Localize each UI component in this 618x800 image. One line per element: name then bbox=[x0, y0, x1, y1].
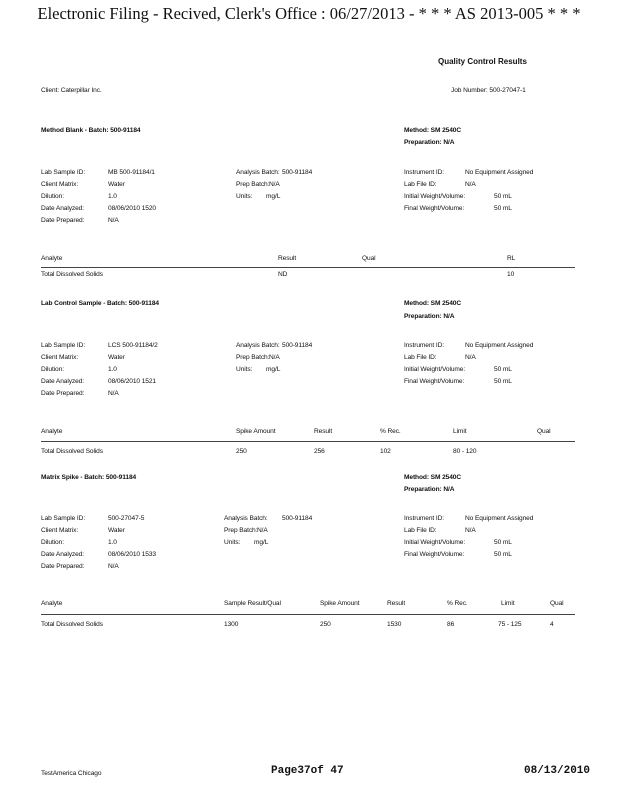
table-header-limit: Limit bbox=[453, 428, 467, 435]
preparation-label: Preparation: N/A bbox=[404, 139, 455, 146]
date-analyzed-label: Date Analyzed: bbox=[41, 551, 84, 558]
filing-header: Electronic Filing - Recived, Clerk's Office : 06/27/2013 - * * * AS 2013-005 * * * bbox=[37, 4, 581, 23]
method-label: Method: SM 2540C bbox=[404, 474, 462, 481]
table-header-sample-result: Sample Result/Qual bbox=[224, 600, 281, 607]
section-heading: Method Blank - Batch: 500-91184 bbox=[41, 127, 141, 134]
cell-spike-amount: 250 bbox=[320, 621, 331, 628]
lab-sample-id-value: LCS 500-91184/2 bbox=[108, 342, 158, 349]
client-matrix-value: Water bbox=[108, 181, 125, 188]
final-weight-value: 50 mL bbox=[494, 205, 512, 212]
units-value: mg/L bbox=[266, 366, 281, 373]
lab-file-id-label: Lab File ID: bbox=[404, 181, 437, 188]
cell-result: 256 bbox=[314, 448, 325, 455]
prep-batch-value: N/A bbox=[257, 527, 268, 534]
date-analyzed-value: 08/06/2010 1533 bbox=[108, 551, 157, 558]
lab-file-id-value: N/A bbox=[465, 181, 476, 188]
prep-batch-label: Prep Batch: bbox=[236, 354, 270, 361]
table-header-rl: RL bbox=[507, 255, 516, 262]
client-matrix-value: Water bbox=[108, 527, 125, 534]
final-weight-value: 50 mL bbox=[494, 378, 512, 385]
footer-page-number bbox=[271, 765, 344, 777]
table-header-rec: % Rec. bbox=[447, 600, 468, 607]
initial-weight-label: Initial Weight/Volume: bbox=[404, 366, 466, 373]
cell-rec: 86 bbox=[447, 621, 455, 628]
prep-batch-value: N/A bbox=[269, 354, 280, 361]
final-weight-label: Final Weight/Volume: bbox=[404, 551, 465, 558]
date-prepared-value: N/A bbox=[108, 563, 119, 570]
table-rule bbox=[41, 441, 575, 442]
preparation-label: Preparation: N/A bbox=[404, 313, 455, 320]
table-header-analyte: Analyte bbox=[41, 428, 63, 435]
units-label: Units: bbox=[224, 539, 241, 546]
preparation-label: Preparation: N/A bbox=[404, 486, 455, 493]
method-label: Method: SM 2540C bbox=[404, 300, 462, 307]
table-header-result: Result bbox=[314, 428, 333, 435]
section-heading: Matrix Spike - Batch: 500-91184 bbox=[41, 474, 137, 481]
lab-file-id-value: N/A bbox=[465, 527, 476, 534]
table-header-limit: Limit bbox=[501, 600, 515, 607]
footer-date: 08/13/2010 bbox=[524, 765, 591, 777]
lab-file-id-label: Lab File ID: bbox=[404, 527, 437, 534]
lab-sample-id-value: 500-27047-5 bbox=[108, 515, 145, 522]
page-current: 37 bbox=[297, 765, 311, 777]
cell-rl: 10 bbox=[507, 271, 515, 278]
instrument-id-label: Instrument ID: bbox=[404, 169, 445, 176]
lab-file-id-value: N/A bbox=[465, 354, 476, 361]
units-value: mg/L bbox=[254, 539, 269, 546]
table-header-qual: Qual bbox=[550, 600, 564, 607]
cell-result: 1530 bbox=[387, 621, 402, 628]
lab-sample-id-label: Lab Sample ID: bbox=[41, 342, 86, 349]
cell-analyte: Total Dissolved Solids bbox=[41, 448, 103, 455]
table-header-result: Result bbox=[387, 600, 406, 607]
date-prepared-label: Date Prepared: bbox=[41, 563, 85, 570]
table-header-rec: % Rec. bbox=[380, 428, 401, 435]
initial-weight-value: 50 mL bbox=[494, 539, 512, 546]
table-header-analyte: Analyte bbox=[41, 600, 63, 607]
date-prepared-label: Date Prepared: bbox=[41, 390, 85, 397]
final-weight-label: Final Weight/Volume: bbox=[404, 378, 465, 385]
footer-lab-name: TestAmerica Chicago bbox=[41, 770, 102, 777]
dilution-value: 1.0 bbox=[108, 193, 117, 200]
dilution-value: 1.0 bbox=[108, 539, 117, 546]
cell-result: ND bbox=[278, 271, 288, 278]
instrument-id-value: No Equipment Assigned bbox=[465, 342, 534, 349]
client-matrix-label: Client Matrix: bbox=[41, 181, 79, 188]
analysis-batch-label: Analysis Batch: bbox=[224, 515, 268, 522]
client-line: Client: Caterpillar Inc. bbox=[41, 87, 102, 94]
table-header-analyte: Analyte bbox=[41, 255, 63, 262]
table-header-spike-amount: Spike Amount bbox=[236, 428, 276, 435]
final-weight-value: 50 mL bbox=[494, 551, 512, 558]
date-prepared-value: N/A bbox=[108, 217, 119, 224]
job-number: Job Number: 500-27047-1 bbox=[451, 87, 526, 94]
client-matrix-label: Client Matrix: bbox=[41, 527, 79, 534]
lab-sample-id-label: Lab Sample ID: bbox=[41, 515, 86, 522]
cell-rec: 102 bbox=[380, 448, 391, 455]
date-analyzed-value: 08/06/2010 1521 bbox=[108, 378, 157, 385]
dilution-value: 1.0 bbox=[108, 366, 117, 373]
final-weight-label: Final Weight/Volume: bbox=[404, 205, 465, 212]
instrument-id-value: No Equipment Assigned bbox=[465, 169, 534, 176]
units-value: mg/L bbox=[266, 193, 281, 200]
units-label: Units: bbox=[236, 193, 253, 200]
instrument-id-label: Instrument ID: bbox=[404, 515, 445, 522]
method-label: Method: SM 2540C bbox=[404, 127, 462, 134]
instrument-id-value: No Equipment Assigned bbox=[465, 515, 534, 522]
prep-batch-value: N/A bbox=[269, 181, 280, 188]
lab-sample-id-label: Lab Sample ID: bbox=[41, 169, 86, 176]
analysis-batch-label: Analysis Batch: bbox=[236, 342, 280, 349]
table-header-result: Result bbox=[278, 255, 297, 262]
date-prepared-label: Date Prepared: bbox=[41, 217, 85, 224]
analysis-batch-value: 500-91184 bbox=[282, 169, 313, 176]
cell-qual: 4 bbox=[550, 621, 554, 628]
page-word: Page bbox=[271, 765, 298, 777]
lab-sample-id-value: MB 500-91184/1 bbox=[108, 169, 155, 176]
initial-weight-value: 50 mL bbox=[494, 193, 512, 200]
cell-limit: 75 - 125 bbox=[498, 621, 522, 628]
prep-batch-label: Prep Batch: bbox=[236, 181, 270, 188]
analysis-batch-value: 500-91184 bbox=[282, 342, 313, 349]
prep-batch-label: Prep Batch: bbox=[224, 527, 258, 534]
section-heading: Lab Control Sample - Batch: 500-91184 bbox=[41, 300, 159, 307]
table-rule bbox=[41, 614, 575, 615]
dilution-label: Dilution: bbox=[41, 193, 64, 200]
date-prepared-value: N/A bbox=[108, 390, 119, 397]
lab-file-id-label: Lab File ID: bbox=[404, 354, 437, 361]
cell-analyte: Total Dissolved Solids bbox=[41, 271, 103, 278]
cell-analyte: Total Dissolved Solids bbox=[41, 621, 103, 628]
date-analyzed-value: 08/06/2010 1520 bbox=[108, 205, 157, 212]
initial-weight-label: Initial Weight/Volume: bbox=[404, 193, 466, 200]
report-title: Quality Control Results bbox=[438, 57, 527, 66]
dilution-label: Dilution: bbox=[41, 366, 64, 373]
client-matrix-value: Water bbox=[108, 354, 125, 361]
initial-weight-value: 50 mL bbox=[494, 366, 512, 373]
instrument-id-label: Instrument ID: bbox=[404, 342, 445, 349]
client-matrix-label: Client Matrix: bbox=[41, 354, 79, 361]
cell-sample-result: 1300 bbox=[224, 621, 239, 628]
analysis-batch-value: 500-91184 bbox=[282, 515, 313, 522]
analysis-batch-label: Analysis Batch: bbox=[236, 169, 280, 176]
date-analyzed-label: Date Analyzed: bbox=[41, 378, 84, 385]
table-header-qual: Qual bbox=[362, 255, 376, 262]
initial-weight-label: Initial Weight/Volume: bbox=[404, 539, 466, 546]
date-analyzed-label: Date Analyzed: bbox=[41, 205, 84, 212]
cell-spike-amount: 250 bbox=[236, 448, 247, 455]
table-rule bbox=[41, 267, 575, 268]
table-header-spike-amount: Spike Amount bbox=[320, 600, 360, 607]
page-total: of 47 bbox=[310, 765, 344, 777]
cell-limit: 80 - 120 bbox=[453, 448, 477, 455]
units-label: Units: bbox=[236, 366, 253, 373]
table-header-qual: Qual bbox=[537, 428, 551, 435]
dilution-label: Dilution: bbox=[41, 539, 64, 546]
